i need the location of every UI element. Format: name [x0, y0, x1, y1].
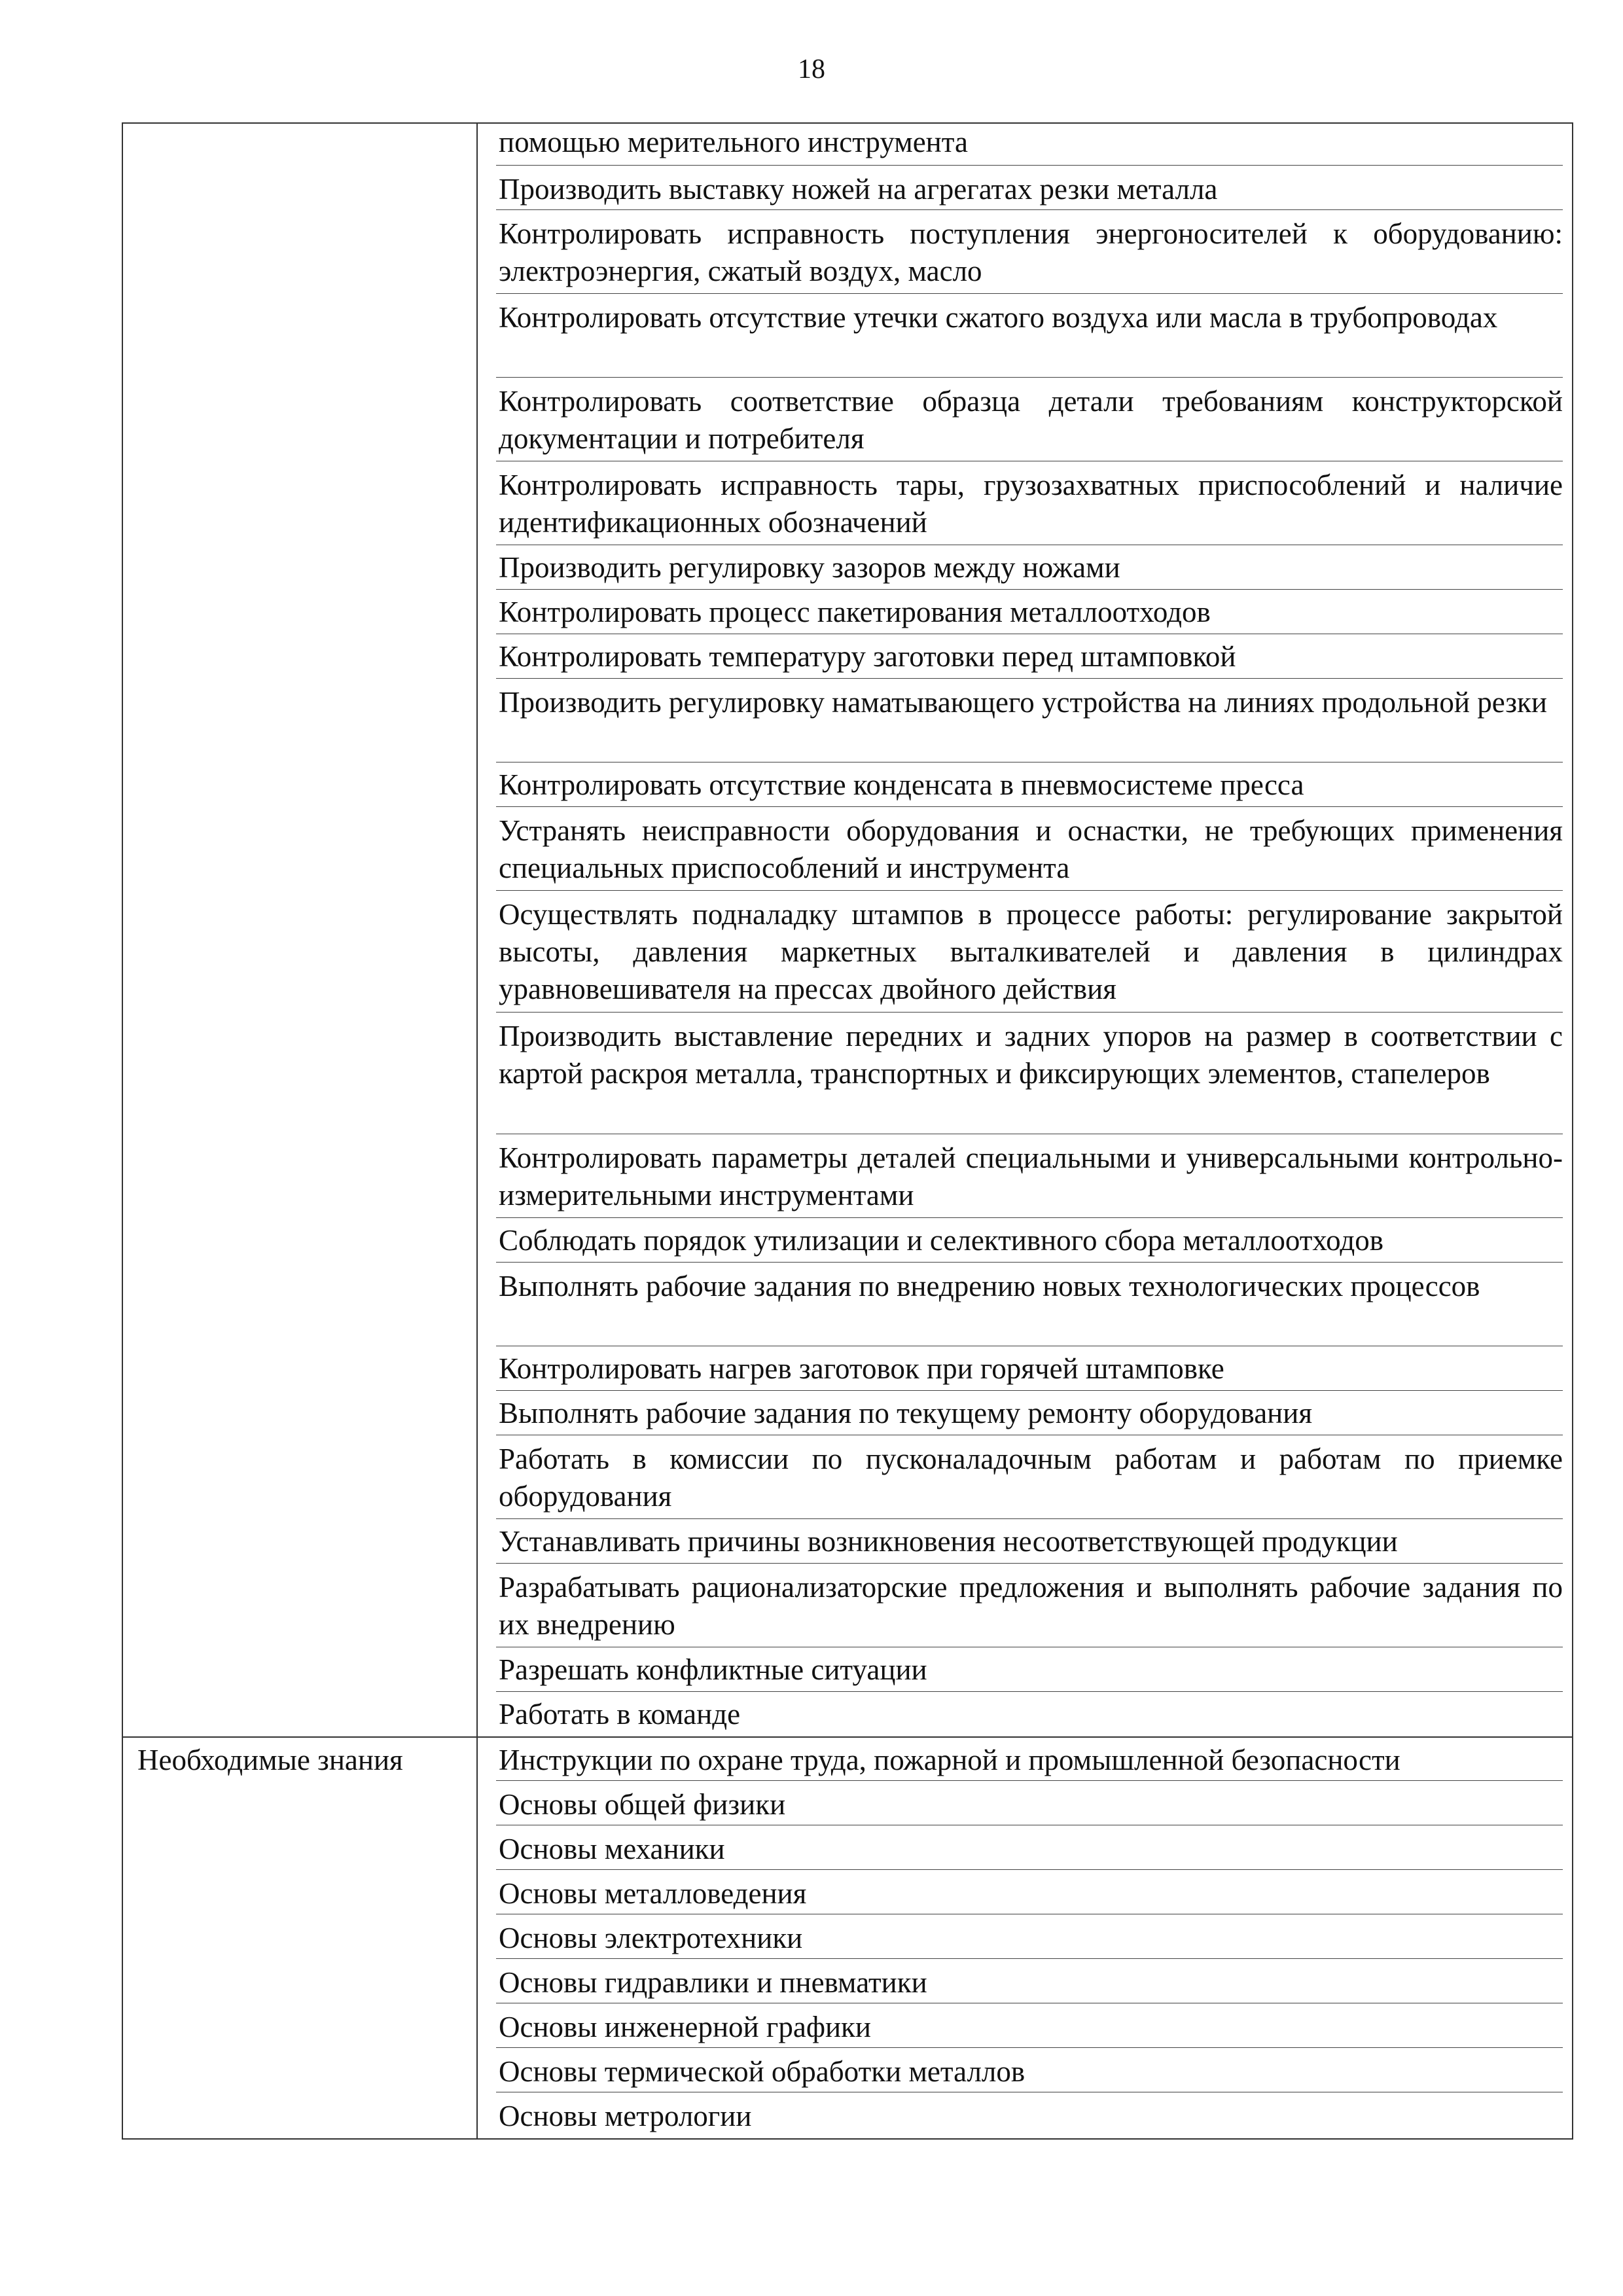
skill-item: помощью мерительного инструмента — [496, 124, 1563, 166]
knowledge-item: Основы инженерной графики — [496, 2005, 1563, 2048]
skill-item: Контролировать отсутствие утечки сжатого воздуха или масла в трубопроводах — [496, 295, 1563, 378]
knowledge-item: Основы метрологии — [499, 2100, 752, 2132]
skill-item: Производить выставление передних и задних упоров на размер в соответствии с картой раскроя металла, транспортных и фиксирующих элементов, стапелеров — [496, 1014, 1563, 1134]
skill-item: Контролировать процесс пакетирования металлоотходов — [496, 591, 1563, 634]
knowledge-section-label: Необходимые знания — [137, 1744, 403, 1776]
skill-item: Контролировать температуру заготовки перед штамповкой — [496, 636, 1563, 679]
skill-item: Соблюдать порядок утилизации и селективного сбора металлоотходов — [496, 1219, 1563, 1263]
skill-item: Работать в команде — [499, 1698, 741, 1731]
page-number: 18 — [798, 54, 825, 84]
skill-item: Устанавливать причины возникновения несоответствующей продукции — [496, 1520, 1563, 1564]
skill-item: Производить выставку ножей на агрегатах резки металла — [496, 167, 1563, 210]
knowledge-item: Основы механики — [496, 1827, 1563, 1870]
skill-item: Контролировать соответствие образца детали требованиям конструкторской документации и потребителя — [496, 379, 1563, 461]
knowledge-item: Основы термической обработки металлов — [496, 2049, 1563, 2092]
skill-item: Производить регулировку зазоров между ножами — [496, 547, 1563, 590]
skill-item: Производить регулировку наматывающего устройства на линиях продольной резки — [496, 680, 1563, 762]
knowledge-item: Основы металловедения — [496, 1871, 1563, 1914]
skill-item: Выполнять рабочие задания по внедрению новых технологических процессов — [496, 1264, 1563, 1346]
knowledge-item: Основы общей физики — [496, 1782, 1563, 1825]
skill-item: Разрешать конфликтные ситуации — [496, 1649, 1563, 1692]
skill-item: Контролировать параметры деталей специальными и универсальными контрольно-измерительными инструментами — [496, 1136, 1563, 1218]
skill-item: Контролировать нагрев заготовок при горячей штамповке — [496, 1348, 1563, 1391]
skill-item: Разрабатывать рационализаторские предложения и выполнять рабочие задания по их внедрению — [496, 1565, 1563, 1647]
competency-table — [122, 122, 1573, 2140]
knowledge-item: Основы гидравлики и пневматики — [496, 1960, 1563, 2003]
skill-item: Работать в комиссии по пусконаладочным работам и работам по приемке оборудования — [496, 1437, 1563, 1519]
column-divider — [476, 124, 478, 2138]
skill-item: Контролировать исправность тары, грузозахватных приспособлений и наличие идентификационных обозначений — [496, 463, 1563, 545]
skill-item: Устранять неисправности оборудования и оснастки, не требующих применения специальных приспособлений и инструмента — [496, 808, 1563, 891]
skill-item: Осуществлять подналадку штампов в процессе работы: регулирование закрытой высоты, давления маркетных выталкивателей и давления в цилиндрах уравновешивателя на прессах двойного действия — [496, 892, 1563, 1013]
skill-item: Контролировать отсутствие конденсата в пневмосистеме пресса — [496, 764, 1563, 807]
skill-item: Выполнять рабочие задания по текущему ремонту оборудования — [496, 1392, 1563, 1435]
skill-item: Контролировать исправность поступления энергоносителей к оборудованию: электроэнергия, сжатый воздух, масло — [496, 211, 1563, 294]
knowledge-item: Инструкции по охране труда, пожарной и промышленной безопасности — [496, 1738, 1563, 1781]
knowledge-item: Основы электротехники — [496, 1916, 1563, 1959]
